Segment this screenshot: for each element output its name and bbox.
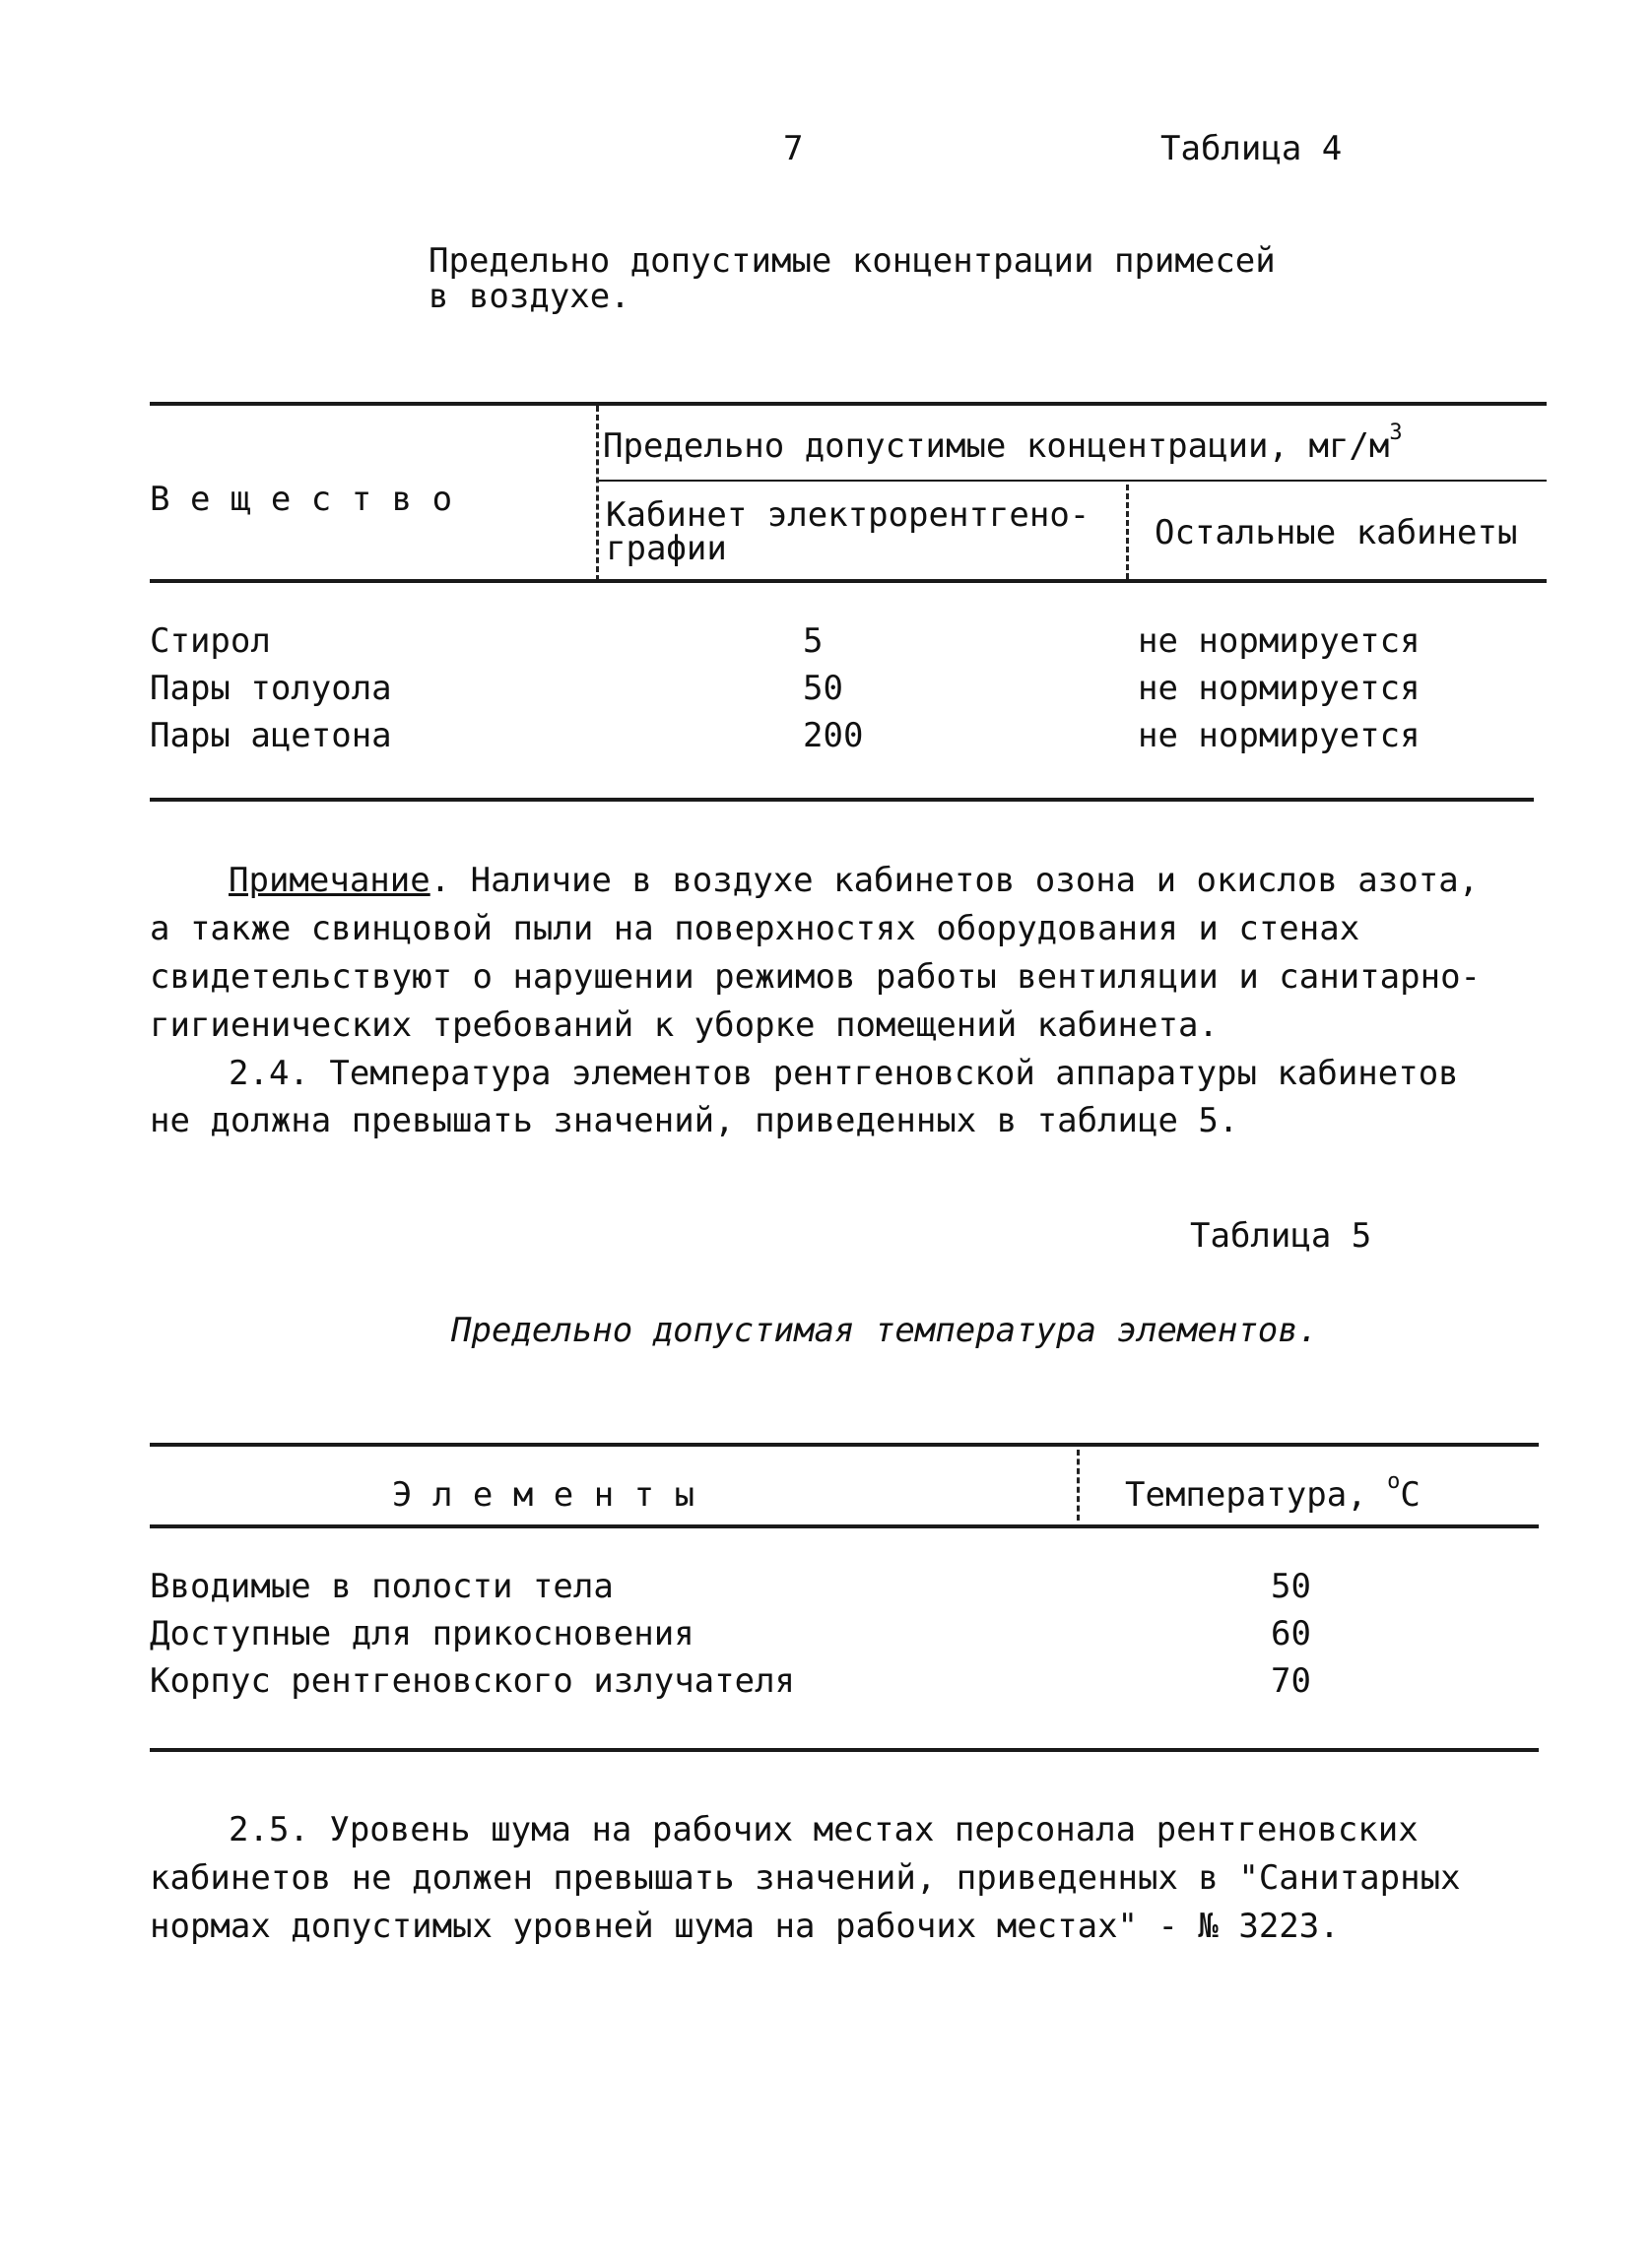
page-number: 7 bbox=[783, 129, 804, 168]
table4-header-col-a-line2: графии bbox=[606, 529, 727, 568]
table4-row-name: Пары ацетона bbox=[150, 716, 392, 755]
table5-row-name: Вводимые в полости тела bbox=[150, 1567, 614, 1606]
table4-subheader-rule bbox=[599, 480, 1547, 482]
table4-caption-line2: в воздухе. bbox=[429, 277, 630, 316]
table5-row-temp: 60 bbox=[1271, 1614, 1311, 1653]
table5-label: Таблица 5 bbox=[1190, 1216, 1372, 1256]
table4-row-b: не нормируется bbox=[1138, 621, 1421, 661]
table5-header-elements: Э л е м е н т ы bbox=[392, 1475, 695, 1515]
table5-bottom-rule bbox=[150, 1748, 1539, 1752]
table4-bottom-rule bbox=[150, 798, 1534, 802]
note-line3: свидетельствуют о нарушении режимов работы вентиляции и санитарно- bbox=[150, 957, 1482, 997]
table4-row-name: Пары толуола bbox=[150, 669, 392, 708]
para25-line2: кабинетов не должен превышать значений, приведенных в "Санитарных bbox=[150, 1858, 1461, 1898]
table4-row-b: не нормируется bbox=[1138, 669, 1421, 708]
table5-row-temp: 70 bbox=[1271, 1661, 1311, 1701]
para24-line2: не должна превышать значений, приведенных в таблице 5. bbox=[150, 1101, 1239, 1140]
table4-header-col-b: Остальные кабинеты bbox=[1155, 513, 1518, 552]
table4-header-rule bbox=[150, 579, 1547, 583]
table5-divider bbox=[1077, 1450, 1080, 1521]
table4-caption-line1: Предельно допустимые концентрации примесей bbox=[429, 241, 1276, 281]
table4-row-a: 50 bbox=[803, 669, 843, 708]
table5-row-name: Доступные для прикосновения bbox=[150, 1614, 694, 1653]
note-line1: Примечание. Наличие в воздухе кабинетов озона и окислов азота, bbox=[229, 861, 1480, 900]
table5-row-temp: 50 bbox=[1271, 1567, 1311, 1606]
note-line4: гигиенических требований к уборке помещений кабинета. bbox=[150, 1005, 1219, 1045]
table5-header-temp: Температура, $^о$С bbox=[1125, 1469, 1421, 1515]
table4-row-b: не нормируется bbox=[1138, 716, 1421, 755]
note-label: Примечание bbox=[229, 861, 430, 900]
table5-header-rule bbox=[150, 1524, 1539, 1528]
para24-line1: 2.4. Температура элементов рентгеновской аппаратуры кабинетов bbox=[229, 1054, 1459, 1093]
table4-divider-2 bbox=[1126, 485, 1129, 579]
table5-caption: Предельно допустимая температура элементов. bbox=[451, 1311, 1319, 1350]
note-line2: а также свинцовой пыли на поверхностях оборудования и стенах bbox=[150, 909, 1360, 948]
table4-header-col-a-line1: Кабинет электрорентгено- bbox=[606, 495, 1090, 535]
para25-line3: нормах допустимых уровней шума на рабочих местах" - № 3223. bbox=[150, 1907, 1340, 1946]
table5-row-name: Корпус рентгеновского излучателя bbox=[150, 1661, 796, 1701]
table4-row-a: 200 bbox=[803, 716, 864, 755]
table4-header-group: Предельно допустимые концентрации, $мг/м^3$ bbox=[603, 421, 1403, 466]
table4-divider-1 bbox=[596, 406, 599, 581]
table5-top-rule bbox=[150, 1443, 1539, 1447]
table4-row-a: 5 bbox=[803, 621, 824, 661]
table4-top-rule bbox=[150, 402, 1547, 406]
table4-label: Таблица 4 bbox=[1160, 129, 1343, 168]
para25-line1: 2.5. Уровень шума на рабочих местах персонала рентгеновских bbox=[229, 1810, 1419, 1849]
table4-row-name: Стирол bbox=[150, 621, 271, 661]
table4-header-substance: В е щ е с т в о bbox=[150, 480, 453, 519]
